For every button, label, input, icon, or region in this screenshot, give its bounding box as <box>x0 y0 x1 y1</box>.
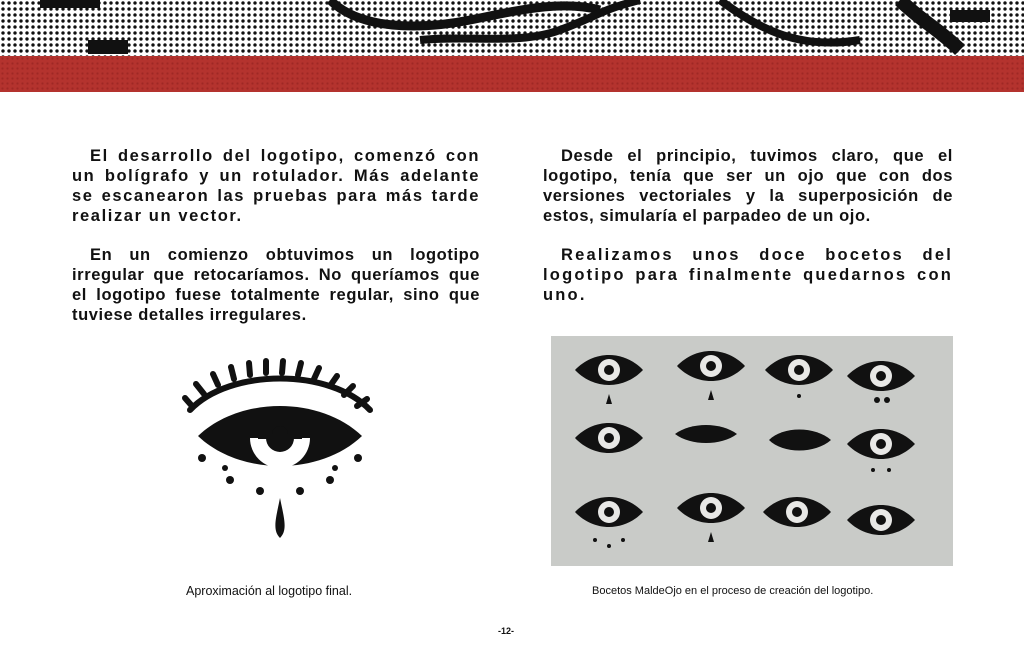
left-text-column <box>72 146 480 344</box>
right-paragraph-2: Realizamos unos doce bocetos del logotipo para finalmente quedarnos con uno. <box>543 246 953 304</box>
red-band <box>0 56 1024 92</box>
eye-logo-image <box>180 358 380 548</box>
sketches-photo <box>551 336 953 566</box>
left-paragraph-1: El desarrollo del logotipo, comenzó con un bolígrafo y un rotulador. Más adelante se escanearon las pruebas para más tarde realizar un vector. <box>72 147 480 225</box>
sketches-grid-image <box>551 336 953 566</box>
logo-caption: Aproximación al logotipo final. <box>186 584 353 598</box>
banner-illustration <box>0 0 1024 60</box>
sketches-caption: Bocetos MaldeOjo en el proceso de creación del logotipo. <box>592 585 874 597</box>
left-paragraph-2: En un comienzo obtuvimos un logotipo irregular que retocaríamos. No queríamos que el logotipo fuese totalmente regular, sino que tuviese detalles irregulares. <box>72 246 480 324</box>
header-banner <box>0 0 1024 92</box>
right-text-column <box>543 146 953 324</box>
page-number: -12- <box>498 626 515 636</box>
right-paragraph-1: Desde el principio, tuvimos claro, que el logotipo, tenía que ser un ojo que con dos versiones vectoriales y la superposición de estos, simularía el parpadeo de un ojo. <box>543 147 953 225</box>
